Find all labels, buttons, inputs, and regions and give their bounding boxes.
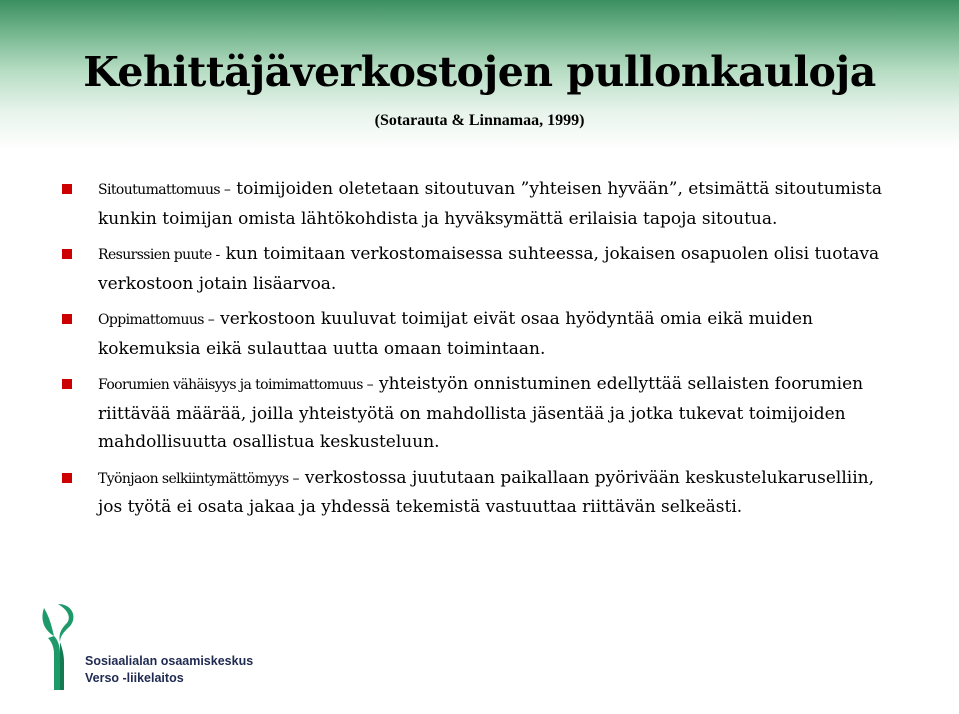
logo-text [85, 653, 253, 687]
bullet-item [60, 240, 890, 298]
bullet-term: Resurssien puute - [98, 247, 220, 263]
bullet-text: verkostoon kuuluvat toimijat eivät osaa hyödyntää omia eikä muiden kokemuksia eikä sulauttaa uutta omaan toimintaan. [98, 309, 814, 359]
bullet-square-icon [62, 249, 72, 259]
bullet-term: Foorumien vähäisyys ja toimimattomuus – [98, 377, 374, 393]
bullet-text: verkostossa juututaan paikallaan pyörivään keskustelukaruselliin, jos työtä ei osata jakaa ja yhdessä tekemistä vastuuttaa riittävän selkeästi. [98, 467, 875, 517]
bullet-item [60, 305, 890, 363]
bullet-text: kun toimitaan verkostomaisessa suhteessa, jokaisen osapuolen olisi tuotava verkostoon jotain lisäarvoa. [98, 244, 880, 294]
bullet-square-icon [62, 473, 72, 483]
slide-title: Kehittäjäverkostojen pullonkauloja [83, 48, 876, 96]
bullet-square-icon [62, 314, 72, 324]
bullet-term: Oppimattomuus – [98, 312, 215, 328]
bullet-item [60, 175, 890, 233]
bullet-list [60, 175, 890, 529]
bullet-square-icon [62, 184, 72, 194]
bullet-square-icon [62, 379, 72, 389]
slide-subtitle: (Sotarauta & Linnamaa, 1999) [374, 112, 585, 129]
bullet-text: toimijoiden oletetaan sitoutuvan ”yhteisen hyvään”, etsimättä sitoutumista kunkin toimijan omista lähtökohdista ja hyväksymättä erilaisia tapoja sitoutua. [98, 179, 882, 229]
bullet-term: Sitoutumattomuus – [98, 182, 231, 198]
bullet-text: yhteistyön onnistuminen edellyttää sellaisten foorumien riittävää määrää, joilla yhteistyötä on mahdollista jäsentää ja jotka tukevat toimijoiden mahdollisuutta osallistua keskusteluun. [98, 374, 864, 452]
logo-line-organization: Sosiaalialan osaamiskeskus [85, 654, 254, 668]
organization-logo [38, 602, 278, 692]
bullet-item [60, 464, 890, 522]
logo-line-unit: Verso -liikelaitos [85, 671, 184, 685]
bullet-term: Työnjaon selkiintymättömyys – [98, 470, 299, 487]
sprout-logo-icon [38, 602, 82, 690]
bullet-item [60, 370, 890, 457]
